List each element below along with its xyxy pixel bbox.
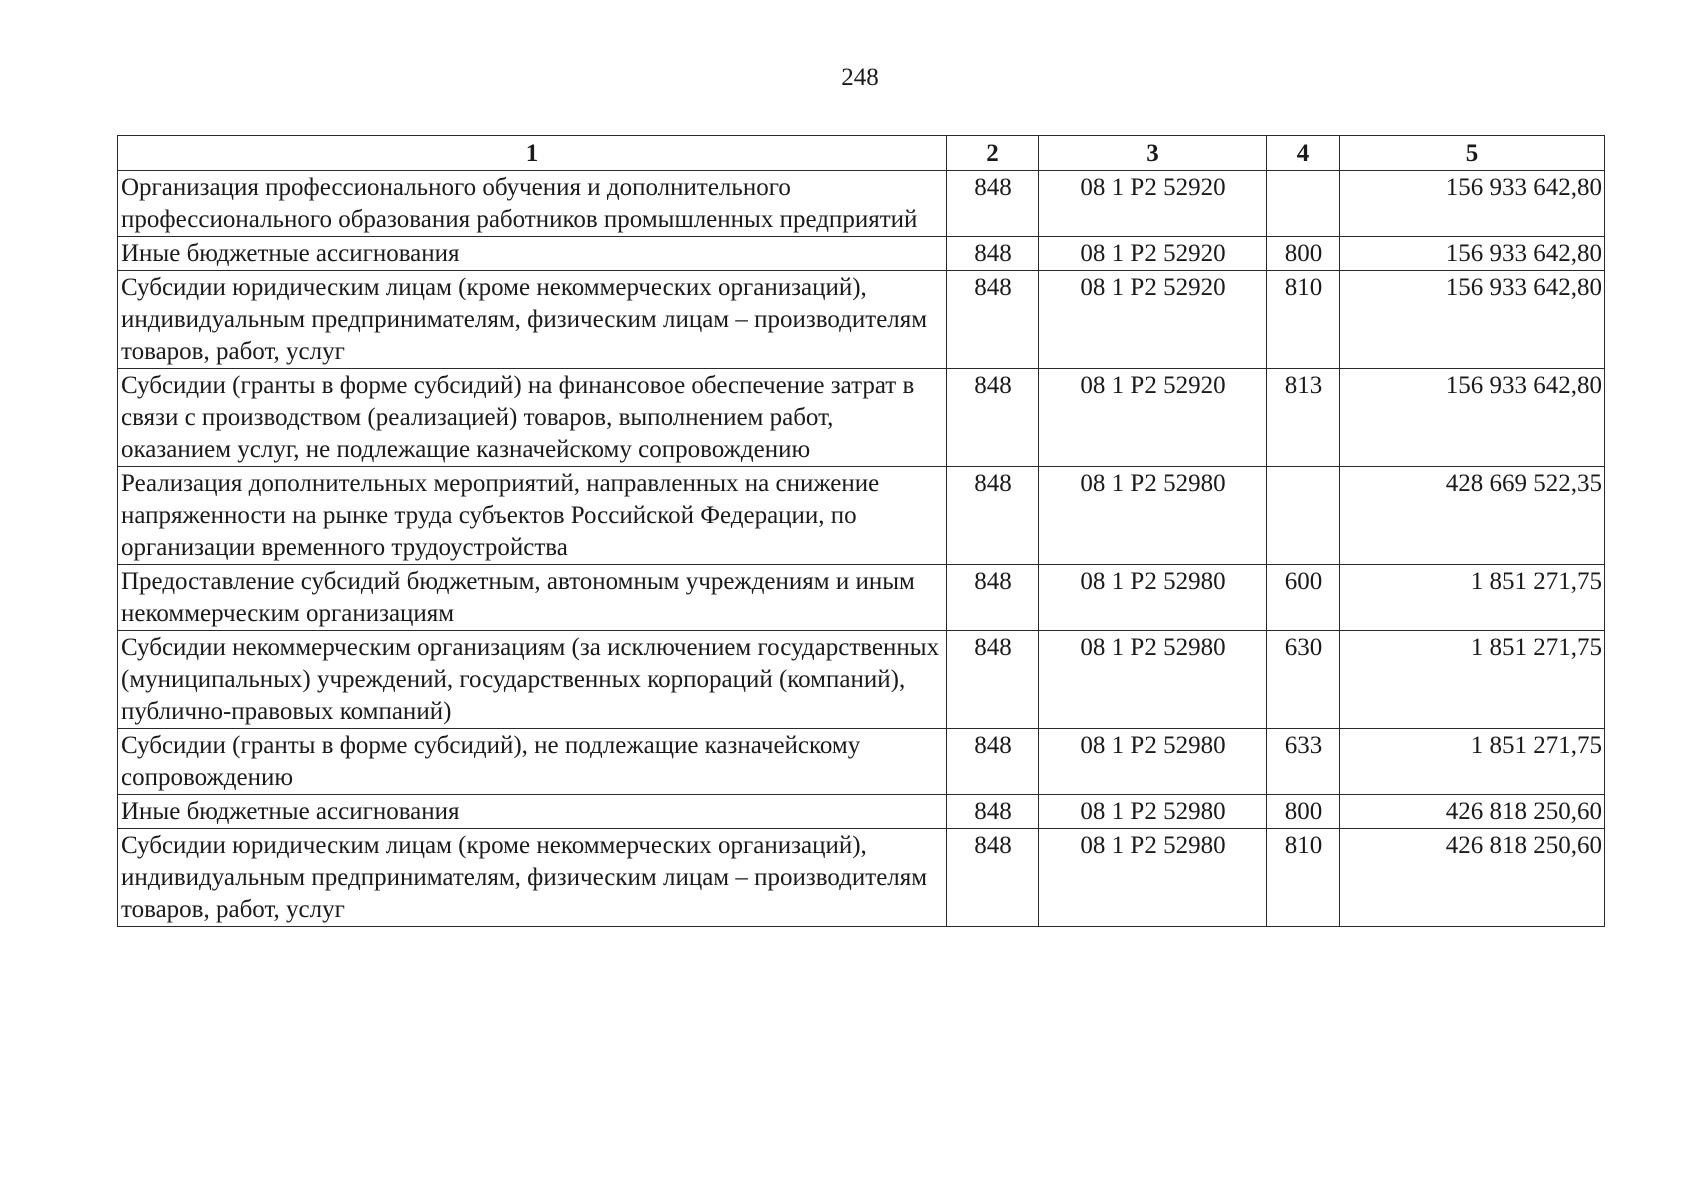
row-target-code: 08 1 Р2 52920 xyxy=(1039,171,1267,237)
header-col-4: 4 xyxy=(1267,136,1340,171)
table-row xyxy=(118,631,1605,729)
row-target-code: 08 1 Р2 52980 xyxy=(1039,829,1267,927)
row-name: Субсидии юридическим лицам (кроме некоммерческих организаций), индивидуальным предпринимателям, физическим лицам – производителям товаров, работ, услуг xyxy=(118,271,947,369)
row-target-code: 08 1 Р2 52920 xyxy=(1039,237,1267,271)
row-expense-type: 813 xyxy=(1267,369,1340,467)
header-col-2: 2 xyxy=(947,136,1039,171)
row-expense-type: 810 xyxy=(1267,271,1340,369)
row-name: Организация профессионального обучения и дополнительного профессионального образования работников промышленных предприятий xyxy=(118,171,947,237)
row-name: Субсидии (гранты в форме субсидий), не подлежащие казначейскому сопровождению xyxy=(118,729,947,795)
row-ministry-code: 848 xyxy=(947,271,1039,369)
row-target-code: 08 1 Р2 52980 xyxy=(1039,565,1267,631)
budget-table xyxy=(117,135,1605,927)
row-expense-type: 630 xyxy=(1267,631,1340,729)
row-name: Субсидии некоммерческим организациям (за исключением государственных (муниципальных) учреждений, государственных корпораций (компаний), публично-правовых компаний) xyxy=(118,631,947,729)
table-body xyxy=(118,171,1605,927)
row-ministry-code: 848 xyxy=(947,729,1039,795)
row-name: Иные бюджетные ассигнования xyxy=(118,795,947,829)
table-row xyxy=(118,565,1605,631)
row-expense-type: 800 xyxy=(1267,237,1340,271)
header-col-1: 1 xyxy=(118,136,947,171)
row-ministry-code: 848 xyxy=(947,467,1039,565)
row-ministry-code: 848 xyxy=(947,631,1039,729)
row-name: Субсидии (гранты в форме субсидий) на финансовое обеспечение затрат в связи с производством (реализацией) товаров, выполнением работ, оказанием услуг, не подлежащие казначейскому сопровождению xyxy=(118,369,947,467)
row-target-code: 08 1 Р2 52980 xyxy=(1039,631,1267,729)
page-number: 248 xyxy=(841,64,879,91)
row-expense-type: 800 xyxy=(1267,795,1340,829)
table-row xyxy=(118,829,1605,927)
row-target-code: 08 1 Р2 52920 xyxy=(1039,271,1267,369)
row-expense-type: 600 xyxy=(1267,565,1340,631)
table-row xyxy=(118,729,1605,795)
row-name: Предоставление субсидий бюджетным, автономным учреждениям и иным некоммерческим организациям xyxy=(118,565,947,631)
row-amount: 1 851 271,75 xyxy=(1340,631,1605,729)
row-amount: 426 818 250,60 xyxy=(1340,795,1605,829)
row-amount: 428 669 522,35 xyxy=(1340,467,1605,565)
row-amount: 156 933 642,80 xyxy=(1340,271,1605,369)
row-name: Реализация дополнительных мероприятий, направленных на снижение напряженности на рынке труда субъектов Российской Федерации, по организации временного трудоустройства xyxy=(118,467,947,565)
row-target-code: 08 1 Р2 52980 xyxy=(1039,795,1267,829)
row-amount: 156 933 642,80 xyxy=(1340,369,1605,467)
row-amount: 1 851 271,75 xyxy=(1340,565,1605,631)
table-header xyxy=(118,136,1605,171)
row-ministry-code: 848 xyxy=(947,171,1039,237)
row-ministry-code: 848 xyxy=(947,237,1039,271)
header-row xyxy=(118,136,1605,171)
row-target-code: 08 1 Р2 52980 xyxy=(1039,467,1267,565)
row-ministry-code: 848 xyxy=(947,565,1039,631)
row-amount: 426 818 250,60 xyxy=(1340,829,1605,927)
table-row xyxy=(118,369,1605,467)
row-ministry-code: 848 xyxy=(947,829,1039,927)
row-amount: 156 933 642,80 xyxy=(1340,237,1605,271)
row-target-code: 08 1 Р2 52980 xyxy=(1039,729,1267,795)
row-amount: 1 851 271,75 xyxy=(1340,729,1605,795)
row-expense-type: 810 xyxy=(1267,829,1340,927)
row-name: Иные бюджетные ассигнования xyxy=(118,237,947,271)
row-expense-type: 633 xyxy=(1267,729,1340,795)
row-ministry-code: 848 xyxy=(947,369,1039,467)
row-name: Субсидии юридическим лицам (кроме некоммерческих организаций), индивидуальным предпринимателям, физическим лицам – производителям товаров, работ, услуг xyxy=(118,829,947,927)
table-row xyxy=(118,467,1605,565)
row-expense-type xyxy=(1267,467,1340,565)
row-amount: 156 933 642,80 xyxy=(1340,171,1605,237)
row-expense-type xyxy=(1267,171,1340,237)
row-target-code: 08 1 Р2 52920 xyxy=(1039,369,1267,467)
table-row xyxy=(118,795,1605,829)
row-ministry-code: 848 xyxy=(947,795,1039,829)
table-row xyxy=(118,271,1605,369)
header-col-3: 3 xyxy=(1039,136,1267,171)
table-row xyxy=(118,171,1605,237)
table-row xyxy=(118,237,1605,271)
header-col-5: 5 xyxy=(1340,136,1605,171)
